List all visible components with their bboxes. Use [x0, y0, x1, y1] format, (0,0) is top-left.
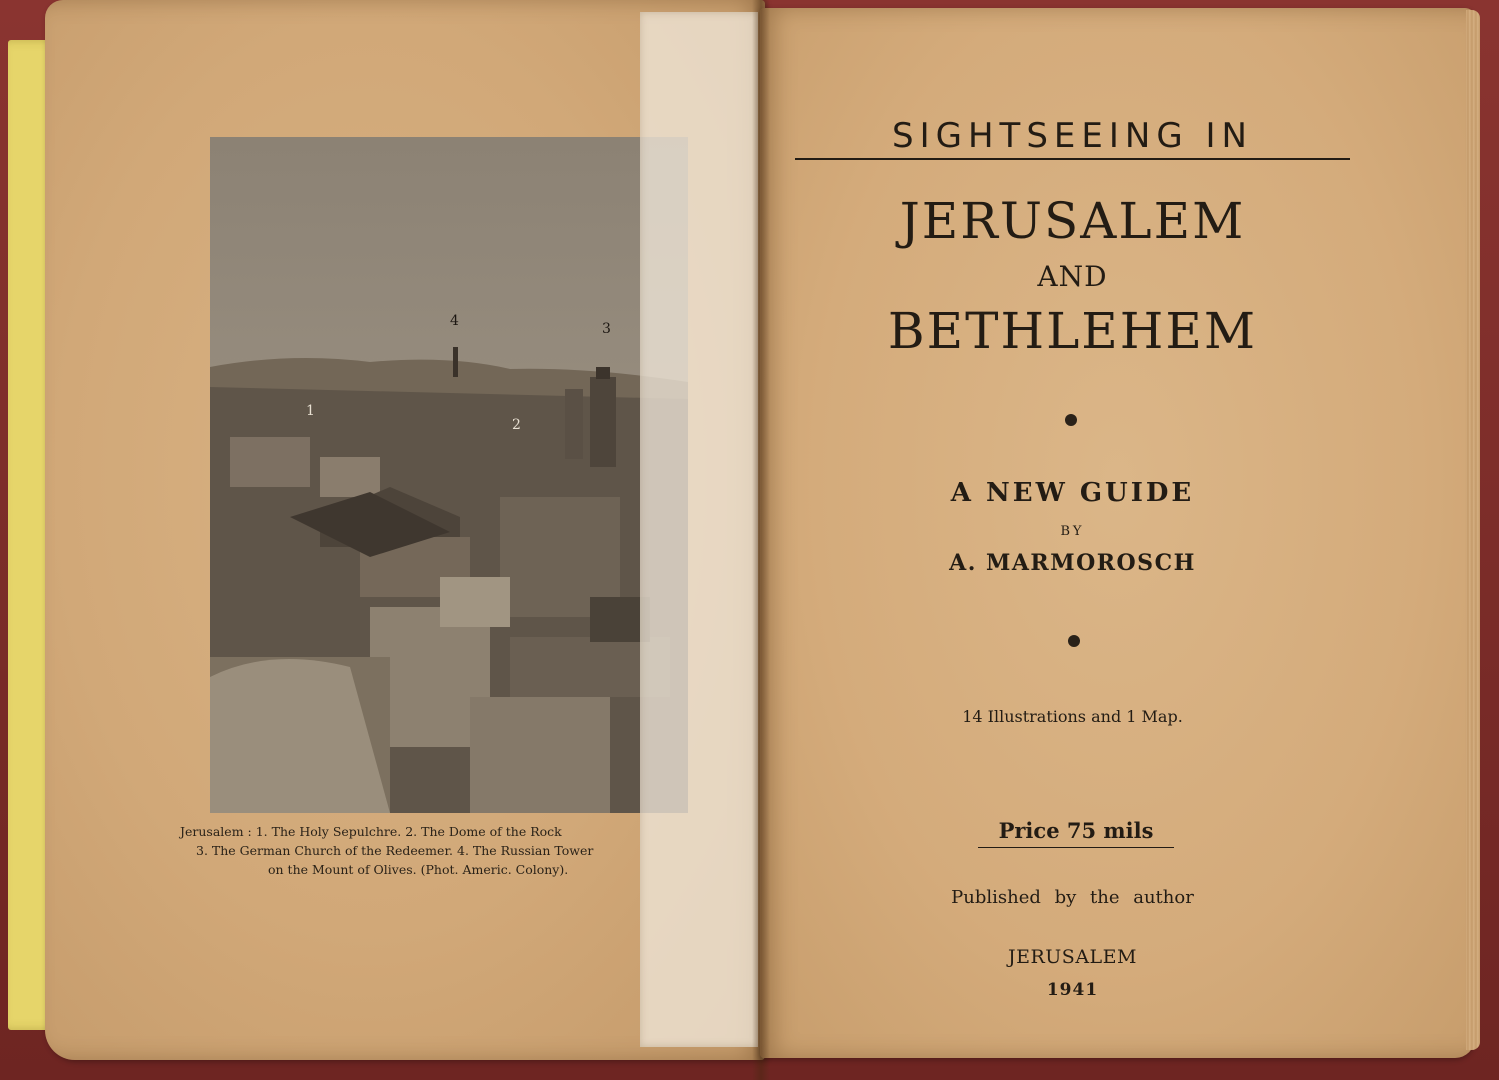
tape-strip [640, 12, 758, 1047]
by-label: BY [1060, 524, 1085, 539]
russian-tower [453, 347, 458, 377]
ornament-dot-1 [1065, 414, 1077, 426]
caption-line-1: Jerusalem : 1. The Holy Sepulchre. 2. The Dome of the Rock [180, 824, 562, 839]
ornament-dot-2 [1068, 635, 1080, 647]
title-and: AND [1037, 260, 1108, 293]
publication-city: JERUSALEM [1008, 946, 1137, 968]
title-sightseeing-in: SIGHTSEEING IN [795, 116, 1350, 160]
photo-caption [180, 822, 700, 879]
subtitle-new-guide: A NEW GUIDE [950, 478, 1195, 508]
title-jerusalem: JERUSALEM [899, 192, 1246, 250]
page-edges [1466, 10, 1480, 1050]
jerusalem-photograph [210, 137, 688, 813]
photo-marker-3: 3 [602, 321, 611, 337]
caption-line-2: 3. The German Church of the Redeemer. 4. The Russian Tower [196, 843, 594, 858]
caption-line-3: on the Mount of Olives. (Phot. Americ. Colony). [268, 862, 569, 877]
price-label: Price 75 mils [978, 818, 1174, 848]
photo-marker-1: 1 [306, 403, 315, 419]
publisher-line: Published by the author [951, 887, 1194, 908]
author-name: A. MARMOROSCH [949, 550, 1196, 576]
illustrations-note: 14 Illustrations and 1 Map. [962, 707, 1183, 726]
title-bethlehem: BETHLEHEM [887, 302, 1258, 360]
book-gutter [752, 0, 770, 1080]
photo-marker-4: 4 [450, 313, 459, 329]
church-tower [590, 377, 616, 467]
photo-marker-2: 2 [512, 417, 521, 433]
publication-year: 1941 [1046, 980, 1099, 1000]
